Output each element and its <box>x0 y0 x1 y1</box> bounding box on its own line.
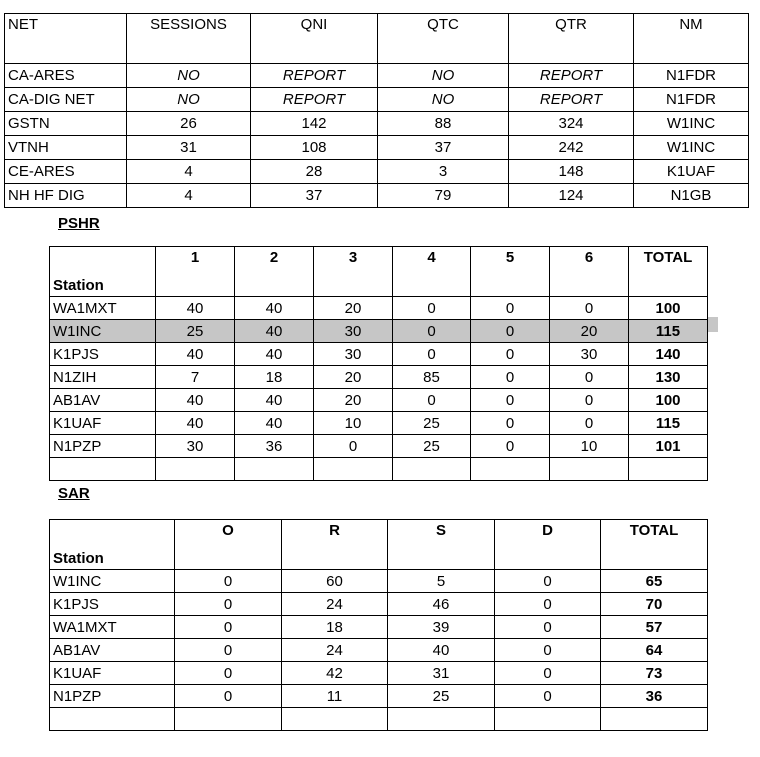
pshr-table <box>49 246 708 481</box>
pshr-table-body <box>50 297 708 481</box>
net-value-cell: 79 <box>378 184 509 208</box>
net-value-cell: NO <box>378 88 509 112</box>
empty-cell <box>629 458 708 481</box>
pshr-table-row <box>50 389 708 412</box>
pshr-value-cell: 18 <box>235 366 314 389</box>
sar-value-cell: 39 <box>388 616 495 639</box>
net-table-row <box>5 112 749 136</box>
sar-value-cell: 31 <box>388 662 495 685</box>
sar-value-cell: 5 <box>388 570 495 593</box>
net-value-cell: 4 <box>127 184 251 208</box>
pshr-value-cell: 0 <box>471 320 550 343</box>
sar-value-cell: 0 <box>175 662 282 685</box>
pshr-value-cell: 40 <box>156 412 235 435</box>
pshr-cat5-col-header: 5 <box>471 247 550 297</box>
sar-value-cell: 0 <box>495 616 601 639</box>
net-name-cell: CA-DIG NET <box>5 88 127 112</box>
sar-d-col-header: D <box>495 520 601 570</box>
net-value-cell: 88 <box>378 112 509 136</box>
net-manager-cell: K1UAF <box>634 160 749 184</box>
empty-cell <box>156 458 235 481</box>
net-value-cell: 108 <box>251 136 378 160</box>
net-manager-cell: W1INC <box>634 136 749 160</box>
pshr-total-cell: 100 <box>629 297 708 320</box>
pshr-value-cell: 40 <box>235 412 314 435</box>
pshr-value-cell: 40 <box>235 320 314 343</box>
pshr-total-cell: 101 <box>629 435 708 458</box>
pshr-total-cell: 130 <box>629 366 708 389</box>
net-name-cell: CA-ARES <box>5 64 127 88</box>
pshr-value-cell: 40 <box>156 297 235 320</box>
station-cell: N1PZP <box>50 685 175 708</box>
sar-value-cell: 18 <box>282 616 388 639</box>
pshr-value-cell: 0 <box>471 435 550 458</box>
station-cell: N1PZP <box>50 435 156 458</box>
pshr-value-cell: 0 <box>314 435 393 458</box>
sar-value-cell: 0 <box>495 639 601 662</box>
net-value-cell: REPORT <box>251 88 378 112</box>
station-cell: W1INC <box>50 320 156 343</box>
station-col-header: Station <box>50 247 156 297</box>
pshr-section-label: PSHR <box>58 215 100 232</box>
empty-cell <box>235 458 314 481</box>
net-value-cell: REPORT <box>509 64 634 88</box>
net-value-cell: 31 <box>127 136 251 160</box>
pshr-total-cell: 140 <box>629 343 708 366</box>
pshr-cat1-col-header: 1 <box>156 247 235 297</box>
empty-cell <box>393 458 471 481</box>
sar-s-col-header: S <box>388 520 495 570</box>
empty-cell <box>282 708 388 731</box>
station-cell: AB1AV <box>50 639 175 662</box>
pshr-total-cell: 115 <box>629 320 708 343</box>
pshr-value-cell: 30 <box>156 435 235 458</box>
net-manager-cell: W1INC <box>634 112 749 136</box>
empty-cell <box>50 708 175 731</box>
pshr-value-cell: 30 <box>314 343 393 366</box>
pshr-value-cell: 40 <box>235 389 314 412</box>
pshr-value-cell: 25 <box>156 320 235 343</box>
sar-total-cell: 57 <box>601 616 708 639</box>
net-value-cell: NO <box>127 88 251 112</box>
net-name-cell: NH HF DIG <box>5 184 127 208</box>
sar-value-cell: 24 <box>282 639 388 662</box>
net-value-cell: 4 <box>127 160 251 184</box>
sar-value-cell: 46 <box>388 593 495 616</box>
pshr-value-cell: 0 <box>550 366 629 389</box>
net-name-cell: VTNH <box>5 136 127 160</box>
sar-value-cell: 42 <box>282 662 388 685</box>
pshr-value-cell: 0 <box>471 389 550 412</box>
sar-table-row <box>50 570 708 593</box>
net-value-cell: NO <box>127 64 251 88</box>
pshr-value-cell: 0 <box>393 343 471 366</box>
sar-total-col-header: TOTAL <box>601 520 708 570</box>
sar-o-col-header: O <box>175 520 282 570</box>
pshr-value-cell: 7 <box>156 366 235 389</box>
sar-value-cell: 25 <box>388 685 495 708</box>
sar-total-cell: 70 <box>601 593 708 616</box>
pshr-value-cell: 0 <box>393 320 471 343</box>
pshr-value-cell: 0 <box>471 343 550 366</box>
nm-col-header: NM <box>634 14 749 64</box>
net-table-row <box>5 136 749 160</box>
pshr-value-cell: 40 <box>156 389 235 412</box>
pshr-value-cell: 20 <box>550 320 629 343</box>
net-value-cell: REPORT <box>251 64 378 88</box>
sar-value-cell: 0 <box>495 570 601 593</box>
pshr-total-cell: 100 <box>629 389 708 412</box>
net-table-row <box>5 64 749 88</box>
sar-table-row <box>50 685 708 708</box>
empty-cell <box>314 458 393 481</box>
pshr-value-cell: 0 <box>393 389 471 412</box>
sar-table-row <box>50 639 708 662</box>
net-manager-cell: N1GB <box>634 184 749 208</box>
pshr-table-row <box>50 343 708 366</box>
sar-value-cell: 0 <box>175 616 282 639</box>
net-manager-cell: N1FDR <box>634 88 749 112</box>
net-table-body <box>5 64 749 208</box>
station-col-header: Station <box>50 520 175 570</box>
pshr-value-cell: 40 <box>156 343 235 366</box>
sar-table-body <box>50 570 708 731</box>
pshr-cat4-col-header: 4 <box>393 247 471 297</box>
pshr-value-cell: 10 <box>314 412 393 435</box>
station-cell: AB1AV <box>50 389 156 412</box>
sar-value-cell: 11 <box>282 685 388 708</box>
net-value-cell: 324 <box>509 112 634 136</box>
pshr-value-cell: 20 <box>314 366 393 389</box>
station-cell: K1PJS <box>50 343 156 366</box>
pshr-table-header-row <box>50 247 708 297</box>
qtc-col-header: QTC <box>378 14 509 64</box>
qni-col-header: QNI <box>251 14 378 64</box>
pshr-value-cell: 30 <box>314 320 393 343</box>
pshr-value-cell: 0 <box>471 366 550 389</box>
net-value-cell: 37 <box>251 184 378 208</box>
pshr-value-cell: 0 <box>550 389 629 412</box>
pshr-value-cell: 20 <box>314 297 393 320</box>
station-cell: K1UAF <box>50 662 175 685</box>
pshr-value-cell: 0 <box>471 297 550 320</box>
net-value-cell: REPORT <box>509 88 634 112</box>
sar-value-cell: 0 <box>495 593 601 616</box>
pshr-table-row <box>50 320 708 343</box>
sar-total-cell: 64 <box>601 639 708 662</box>
net-value-cell: 26 <box>127 112 251 136</box>
net-table-row <box>5 88 749 112</box>
sar-value-cell: 0 <box>175 570 282 593</box>
net-value-cell: 148 <box>509 160 634 184</box>
pshr-value-cell: 30 <box>550 343 629 366</box>
net-table-row <box>5 160 749 184</box>
pshr-cat6-col-header: 6 <box>550 247 629 297</box>
empty-cell <box>495 708 601 731</box>
sar-value-cell: 40 <box>388 639 495 662</box>
sar-table-row <box>50 662 708 685</box>
net-report-table <box>4 13 749 208</box>
pshr-table-row <box>50 366 708 389</box>
empty-cell <box>50 458 156 481</box>
station-cell: K1UAF <box>50 412 156 435</box>
sar-table-row <box>50 616 708 639</box>
sar-total-cell: 36 <box>601 685 708 708</box>
sar-total-cell: 73 <box>601 662 708 685</box>
sar-value-cell: 0 <box>175 685 282 708</box>
station-cell: K1PJS <box>50 593 175 616</box>
pshr-empty-row <box>50 458 708 481</box>
net-name-cell: CE-ARES <box>5 160 127 184</box>
net-manager-cell: N1FDR <box>634 64 749 88</box>
pshr-value-cell: 10 <box>550 435 629 458</box>
empty-cell <box>471 458 550 481</box>
sar-value-cell: 0 <box>175 593 282 616</box>
pshr-value-cell: 36 <box>235 435 314 458</box>
net-value-cell: NO <box>378 64 509 88</box>
sar-value-cell: 24 <box>282 593 388 616</box>
net-value-cell: 3 <box>378 160 509 184</box>
pshr-value-cell: 0 <box>471 412 550 435</box>
pshr-cat2-col-header: 2 <box>235 247 314 297</box>
sar-value-cell: 60 <box>282 570 388 593</box>
net-table-header-row <box>5 14 749 64</box>
pshr-cat3-col-header: 3 <box>314 247 393 297</box>
sar-value-cell: 0 <box>495 685 601 708</box>
station-cell: WA1MXT <box>50 616 175 639</box>
pshr-table-row <box>50 297 708 320</box>
pshr-value-cell: 25 <box>393 412 471 435</box>
sar-section-label: SAR <box>58 485 90 502</box>
pshr-table-row <box>50 435 708 458</box>
sar-table <box>49 519 708 731</box>
sar-table-row <box>50 593 708 616</box>
net-name-cell: GSTN <box>5 112 127 136</box>
sar-value-cell: 0 <box>495 662 601 685</box>
station-cell: W1INC <box>50 570 175 593</box>
pshr-total-cell: 115 <box>629 412 708 435</box>
sar-value-cell: 0 <box>175 639 282 662</box>
pshr-value-cell: 0 <box>393 297 471 320</box>
station-cell: WA1MXT <box>50 297 156 320</box>
pshr-total-col-header: TOTAL <box>629 247 708 297</box>
sar-r-col-header: R <box>282 520 388 570</box>
net-col-header: NET <box>5 14 127 64</box>
net-value-cell: 142 <box>251 112 378 136</box>
pshr-value-cell: 0 <box>550 297 629 320</box>
net-value-cell: 242 <box>509 136 634 160</box>
station-cell: N1ZIH <box>50 366 156 389</box>
pshr-value-cell: 0 <box>550 412 629 435</box>
pshr-value-cell: 40 <box>235 297 314 320</box>
sar-total-cell: 65 <box>601 570 708 593</box>
empty-cell <box>601 708 708 731</box>
net-value-cell: 124 <box>509 184 634 208</box>
pshr-value-cell: 20 <box>314 389 393 412</box>
pshr-value-cell: 85 <box>393 366 471 389</box>
sar-table-header-row <box>50 520 708 570</box>
sessions-col-header: SESSIONS <box>127 14 251 64</box>
net-value-cell: 37 <box>378 136 509 160</box>
empty-cell <box>175 708 282 731</box>
pshr-value-cell: 25 <box>393 435 471 458</box>
sar-empty-row <box>50 708 708 731</box>
pshr-table-row <box>50 412 708 435</box>
qtr-col-header: QTR <box>509 14 634 64</box>
pshr-value-cell: 40 <box>235 343 314 366</box>
net-value-cell: 28 <box>251 160 378 184</box>
empty-cell <box>550 458 629 481</box>
empty-cell <box>388 708 495 731</box>
net-table-row <box>5 184 749 208</box>
highlight-overflow-stub <box>708 317 718 332</box>
